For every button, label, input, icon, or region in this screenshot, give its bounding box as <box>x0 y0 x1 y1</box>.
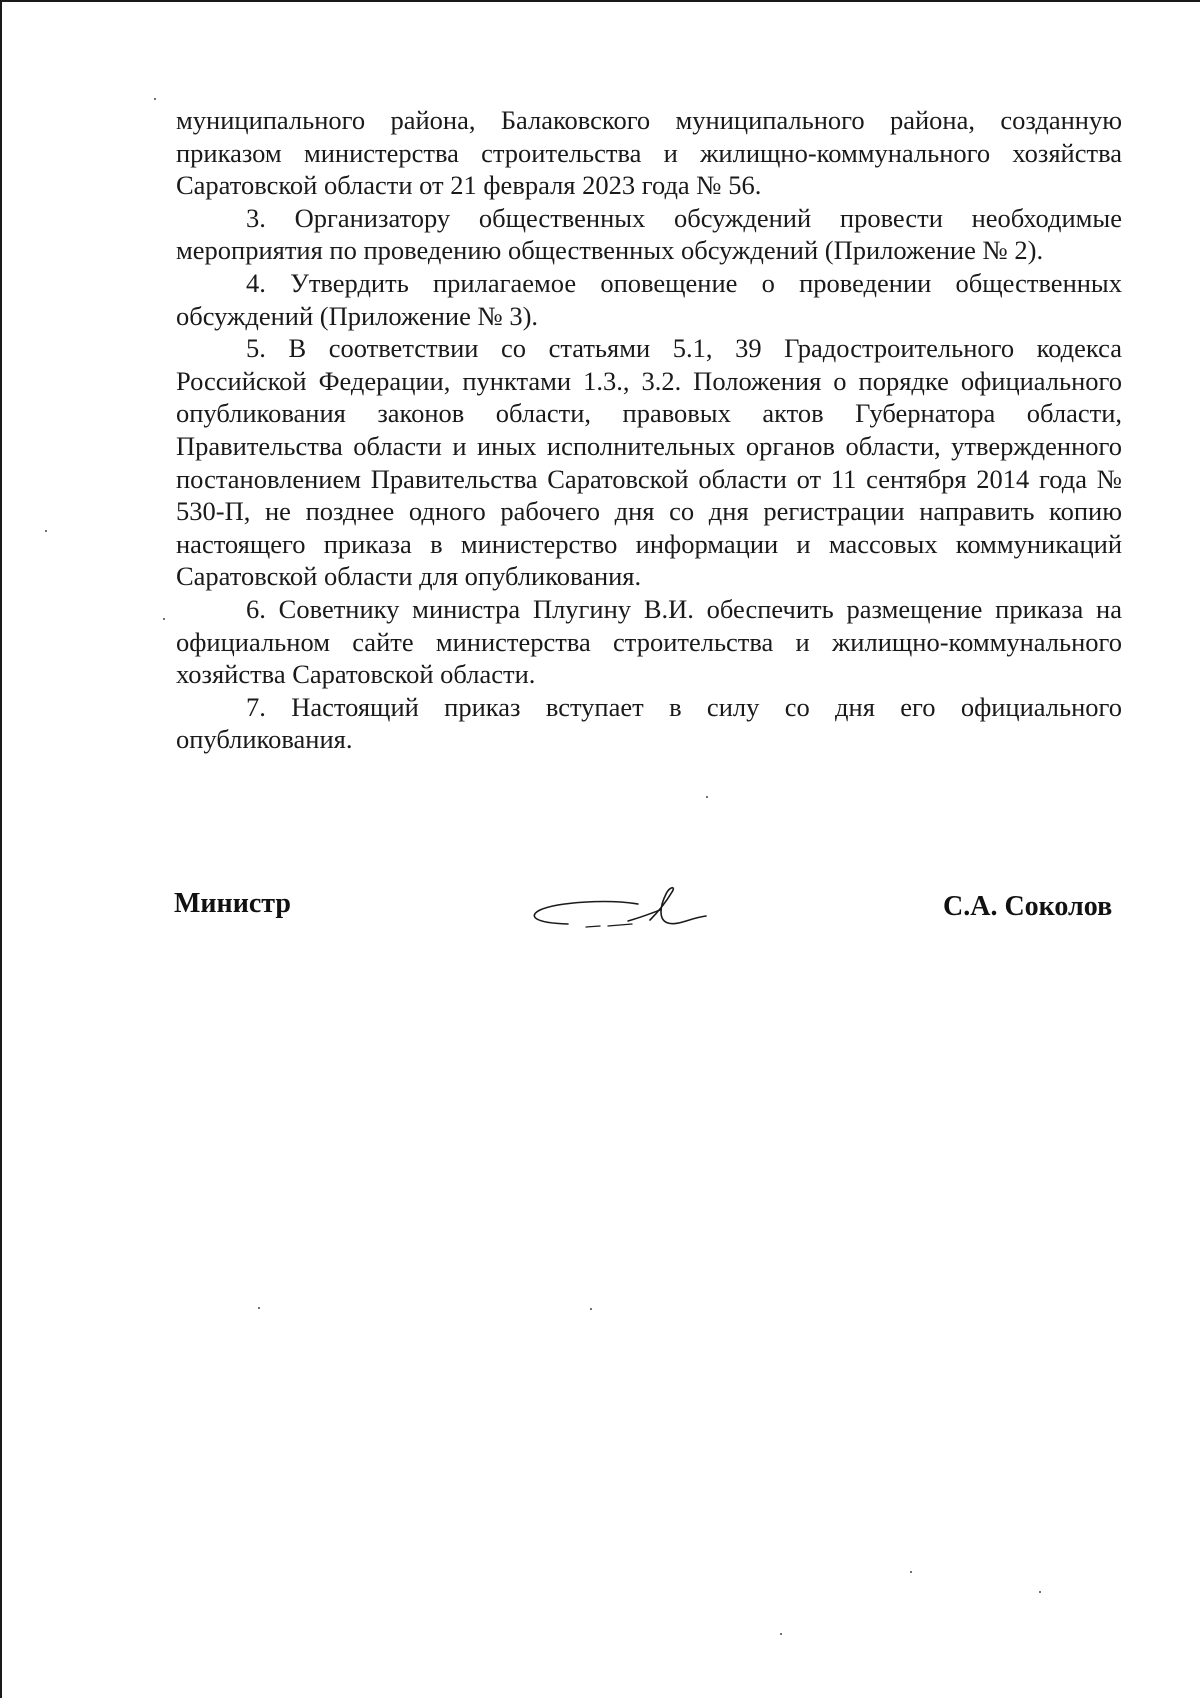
scan-speck <box>258 1307 260 1309</box>
scan-border-top <box>0 0 1200 2</box>
paragraph-item-7: 7. Настоящий приказ вступает в силу со дня его официального опубликования. <box>176 691 1122 755</box>
paragraph-item-5: 5. В соответствии со статьями 5.1, 39 Градостроительного кодекса Российской Федерации, пунктами 1.3., 3.2. Положения о порядке официального опубликования законов области, правовых актов Губернатора области, Правительства области и иных исполнительных органов области, утвержденного постановлением Правительства Саратовской области от 11 сентября 2014 года № 530-П, не позднее одного рабочего дня со дня регистрации направить копию настоящего приказа в министерство информации и массовых коммуникаций Саратовской области для опубликования. <box>176 333 1122 592</box>
scan-speck <box>1039 1591 1041 1593</box>
paragraph-item-3: 3. Организатору общественных обсуждений провести необходимые мероприятия по проведению общественных обсуждений (Приложение № 2). <box>176 202 1122 266</box>
scan-speck <box>45 530 47 532</box>
scan-speck <box>706 796 708 798</box>
paragraph-continuation: муниципального района, Балаковского муниципального района, созданную приказом министерства строительства и жилищно-коммунального хозяйства Саратовской области от 21 февраля 2023 года № 56. <box>176 105 1122 201</box>
handwritten-signature <box>528 880 738 940</box>
scan-speck <box>154 98 156 100</box>
scan-speck <box>910 1571 912 1573</box>
document-body <box>176 104 1122 756</box>
scan-border-left <box>0 0 2 1698</box>
paragraph-item-6: 6. Советнику министра Плугину В.И. обеспечить размещение приказа на официальном сайте министерства строительства и жилищно-коммунального хозяйства Саратовской области. <box>176 593 1122 690</box>
scan-speck <box>590 1308 592 1310</box>
scan-speck <box>780 1633 782 1635</box>
signatory-name: С.А. Соколов <box>943 891 1113 922</box>
scan-speck <box>163 618 165 620</box>
signatory-title: Министр <box>174 888 291 919</box>
paragraph-item-4: 4. Утвердить прилагаемое оповещение о проведении общественных обсуждений (Приложение № 3). <box>176 267 1122 331</box>
